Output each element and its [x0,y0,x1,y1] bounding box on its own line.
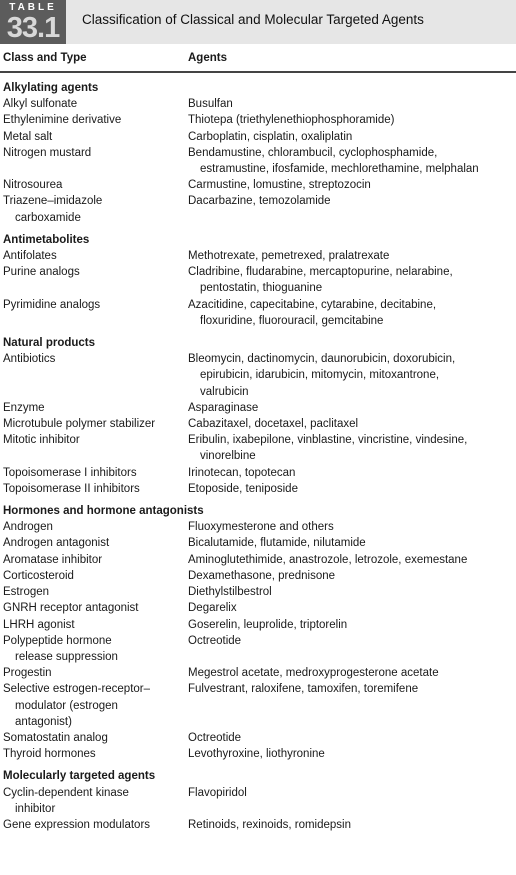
table-body [0,80,516,833]
agents-text: Azacitidine, capecitabine, cytarabine, decitabine, [188,298,437,311]
table-row [0,617,516,633]
table-row [0,351,516,400]
agents-text: valrubicin [200,385,249,398]
class-cell [0,785,184,817]
table-row [0,785,516,817]
class-text: Pyrimidine analogs [3,298,101,311]
class-text: Androgen antagonist [3,537,110,550]
agents-text: Thiotepa (triethylenethiophosphoramide) [188,114,395,127]
table-row [0,535,516,551]
class-text: Microtubule polymer stabilizer [3,418,156,431]
agents-cell [188,96,516,112]
class-text: Triazene–imidazole [3,195,103,208]
class-text: LHRH agonist [3,618,75,631]
class-text: Nitrosourea [3,179,63,192]
class-cell [0,681,184,730]
class-cell [0,264,184,280]
agents-cell [188,519,516,535]
agents-text: floxuridine, fluorouracil, gemcitabine [200,314,384,327]
table-row [0,248,516,264]
class-cell [0,633,184,665]
table-row [0,400,516,416]
class-cell [0,746,184,762]
class-cell [0,465,184,481]
agents-text: Busulfan [188,98,233,111]
agents-cell [188,112,516,128]
class-text: Aromatase inhibitor [3,553,103,566]
class-text: modulator (estrogen [15,699,118,712]
agents-cell [188,465,516,481]
section-title: Antimetabolites [3,233,90,246]
agents-cell [188,193,516,209]
table-row [0,177,516,193]
agents-text: Dacarbazine, temozolamide [188,195,331,208]
agents-text: Flavopiridol [188,786,247,799]
class-text: Mitotic inhibitor [3,434,80,447]
agents-text: Cabazitaxel, docetaxel, paclitaxel [188,418,359,431]
agents-cell [188,600,516,616]
agents-text: estramustine, ifosfamide, mechlorethamine, melphalan [200,163,479,176]
table-badge-word: TABLE [9,2,57,13]
table-row [0,145,516,177]
table-section [0,503,516,762]
table-row [0,465,516,481]
agents-cell [188,665,516,681]
class-text: antagonist) [15,715,72,728]
agents-text: Cladribine, fludarabine, mercaptopurine, nelarabine, [188,266,453,279]
table-header [0,0,516,44]
agents-text: Eribulin, ixabepilone, vinblastine, vincristine, vindesine, [188,434,468,447]
table-row [0,584,516,600]
agents-text: Carboplatin, cisplatin, oxaliplatin [188,130,353,143]
class-cell [0,416,184,432]
table-row [0,665,516,681]
agents-cell [188,535,516,551]
table-section [0,335,516,497]
agents-text: Asparaginase [188,401,259,414]
agents-cell [188,351,516,400]
agents-text: Octreotide [188,731,242,744]
class-text: Antifolates [3,250,57,263]
class-cell [0,535,184,551]
table-row [0,112,516,128]
agents-text: Bleomycin, dactinomycin, daunorubicin, doxorubicin, [188,353,456,366]
agents-text: Diethylstilbestrol [188,586,272,599]
table-row [0,193,516,225]
class-cell [0,112,184,128]
class-cell [0,600,184,616]
agents-text: Octreotide [188,634,242,647]
agents-text: Carmustine, lomustine, streptozocin [188,179,371,192]
class-cell [0,617,184,633]
class-text: Selective estrogen-receptor– [3,683,151,696]
table-row [0,730,516,746]
class-text: carboxamide [15,211,81,224]
agents-cell [188,681,516,697]
agents-cell [188,785,516,801]
class-text: Enzyme [3,401,45,414]
agents-cell [188,400,516,416]
agents-cell [188,416,516,432]
agents-text: Methotrexate, pemetrexed, pralatrexate [188,250,390,263]
agents-text: epirubicin, idarubicin, mitomycin, mitoxantrone, [200,369,440,382]
agents-text: Bendamustine, chlorambucil, cyclophosphamide, [188,146,438,159]
table-row [0,681,516,730]
class-cell [0,193,184,225]
agents-text: Aminoglutethimide, anastrozole, letrozole, exemestane [188,553,468,566]
agents-text: Goserelin, leuprolide, triptorelin [188,618,348,631]
class-cell [0,730,184,746]
agents-cell [188,552,516,568]
table-section [0,768,516,833]
agents-text: vinorelbine [200,450,256,463]
class-cell [0,129,184,145]
section-title: Alkylating agents [3,82,99,94]
class-text: inhibitor [15,802,56,815]
class-cell [0,248,184,264]
class-text: Purine analogs [3,266,80,279]
table-section [0,80,516,226]
class-cell [0,817,184,833]
class-cell [0,584,184,600]
agents-cell [188,617,516,633]
table-row [0,481,516,497]
class-text: Nitrogen mustard [3,146,92,159]
class-text: Metal salt [3,130,53,143]
agents-text: Fulvestrant, raloxifene, tamoxifen, toremifene [188,683,419,696]
table-row [0,817,516,833]
agents-cell [188,568,516,584]
class-text: Ethylenimine derivative [3,114,122,127]
table-row [0,552,516,568]
class-text: Cyclin-dependent kinase [3,786,129,799]
table-badge [0,0,66,44]
agents-text: Fluoxymesterone and others [188,521,334,534]
table-row [0,129,516,145]
agents-text: Irinotecan, topotecan [188,466,296,479]
agents-cell [188,817,516,833]
class-cell [0,351,184,367]
class-cell [0,552,184,568]
class-cell [0,297,184,313]
section-title: Hormones and hormone antagonists [3,505,204,518]
table-row [0,746,516,762]
column-headers [0,49,516,69]
agents-text: Degarelix [188,602,237,615]
class-cell [0,400,184,416]
class-text: Androgen [3,521,53,534]
agents-cell [188,633,516,649]
table-title: Classification of Classical and Molecular Targeted Agents [82,12,424,27]
agents-text: Megestrol acetate, medroxyprogesterone acetate [188,667,439,680]
agents-text: Levothyroxine, liothyronine [188,748,325,761]
agents-text: Retinoids, rexinoids, romidepsin [188,818,351,831]
table-row [0,432,516,464]
column-header-class: Class and Type [3,52,87,64]
class-text: Gene expression modulators [3,818,151,831]
table-row [0,264,516,296]
agents-cell [188,746,516,762]
class-cell [0,481,184,497]
class-text: GNRH receptor antagonist [3,602,139,615]
table-row [0,519,516,535]
class-cell [0,568,184,584]
agents-cell [188,264,516,296]
agents-cell [188,177,516,193]
class-cell [0,96,184,112]
agents-cell [188,584,516,600]
class-text: Alkyl sulfonate [3,98,78,111]
agents-cell [188,432,516,464]
table-row [0,297,516,329]
class-text: Estrogen [3,586,50,599]
class-text: Antibiotics [3,353,56,366]
class-text: Thyroid hormones [3,748,96,761]
agents-text: Etoposide, teniposide [188,482,298,495]
table-row [0,416,516,432]
class-text: Somatostatin analog [3,731,108,744]
agents-cell [188,129,516,145]
table-section [0,232,516,329]
class-cell [0,519,184,535]
class-text: Progestin [3,667,52,680]
agents-cell [188,297,516,329]
agents-text: Dexamethasone, prednisone [188,569,336,582]
table-badge-number: 33.1 [6,12,60,44]
agents-text: pentostatin, thioguanine [200,282,323,295]
table-row [0,600,516,616]
column-header-agents: Agents [188,52,227,64]
class-cell [0,665,184,681]
class-text: Topoisomerase II inhibitors [3,482,140,495]
agents-cell [188,145,516,177]
class-text: Polypeptide hormone [3,634,112,647]
table-row [0,633,516,665]
class-cell [0,177,184,193]
class-cell [0,432,184,448]
class-cell [0,145,184,161]
class-text: Topoisomerase I inhibitors [3,466,137,479]
class-text: release suppression [15,650,118,663]
table-row [0,96,516,112]
class-text: Corticosteroid [3,569,74,582]
header-rule [0,71,516,73]
table-row [0,568,516,584]
agents-text: Bicalutamide, flutamide, nilutamide [188,537,366,550]
agents-cell [188,248,516,264]
agents-cell [188,481,516,497]
section-title: Molecularly targeted agents [3,770,156,783]
section-title: Natural products [3,337,96,350]
agents-cell [188,730,516,746]
